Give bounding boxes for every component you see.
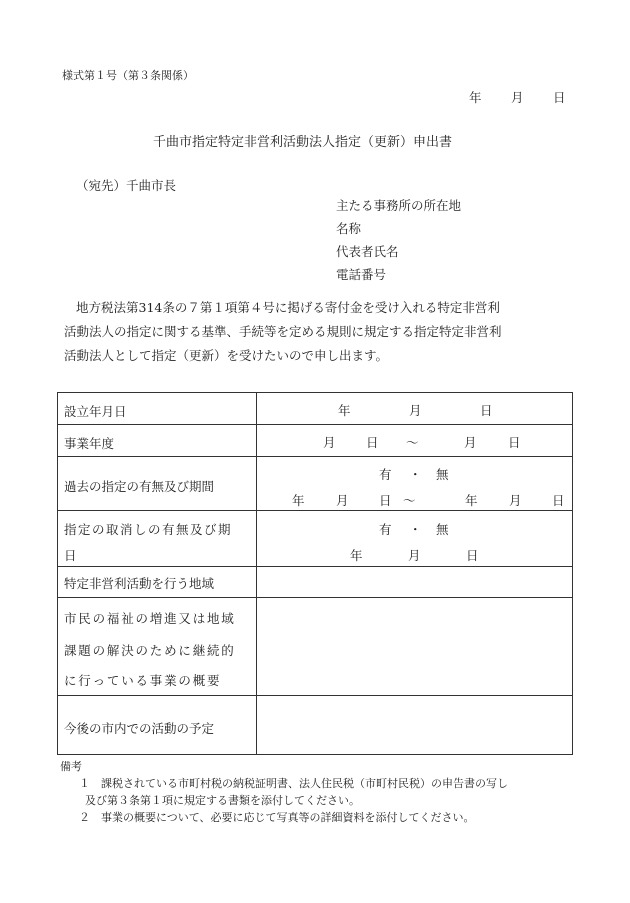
- field-office-address: 主たる事務所の所在地: [336, 198, 462, 213]
- note-text: 課税されている市町村税の納税証明書、法人住民税（市町村民税）の申告書の写し: [101, 777, 508, 790]
- label-activity-area: 特定非営利活動を行う地域: [64, 576, 215, 591]
- row-divider: [58, 597, 572, 598]
- row-divider: [58, 424, 572, 425]
- document-title: 千曲市指定特定非営利活動法人指定（更新）申出書: [153, 135, 453, 150]
- row3-tilde: ～: [403, 493, 416, 508]
- label-fiscal-year: 事業年度: [64, 436, 115, 451]
- note-text-continued: 及び第３条第１項に規定する書類を添付してください。: [85, 794, 360, 807]
- row3-day-start: 日: [379, 493, 392, 508]
- field-phone: 電話番号: [336, 267, 387, 282]
- row3-month-end: 月: [509, 493, 522, 508]
- body-line: 地方税法第314条の７第１項第４号に掲げる寄付金を受け入れる特定非営利: [76, 300, 500, 315]
- label-revocation-line2: 日: [64, 548, 77, 563]
- row-divider: [58, 456, 572, 457]
- row4-yes: 有: [379, 522, 392, 537]
- row3-yes: 有: [379, 467, 392, 482]
- label-past-designation: 過去の指定の有無及び期間: [64, 479, 215, 494]
- row3-month-start: 月: [336, 493, 349, 508]
- application-table: [57, 392, 573, 755]
- label-future-plans: 今後の市内での活動の予定: [64, 721, 215, 736]
- date-day: 日: [553, 90, 566, 105]
- row1-year: 年: [338, 403, 351, 418]
- notes-heading: 備考: [60, 760, 82, 773]
- label-business-overview-line2: 課題の解決のために継続的: [64, 643, 236, 658]
- date-year: 年: [469, 90, 482, 105]
- body-line: 活動法人として指定（更新）を受けたいので申し出ます。: [64, 348, 389, 363]
- note-number: １: [79, 777, 90, 790]
- row3-year-start: 年: [292, 493, 305, 508]
- row4-no: 無: [436, 522, 449, 537]
- form-number: 様式第１号（第３条関係）: [62, 69, 194, 82]
- field-name: 名称: [336, 221, 362, 236]
- row3-year-end: 年: [465, 493, 478, 508]
- row2-day-start: 日: [366, 435, 379, 450]
- row3-day-end: 日: [552, 493, 565, 508]
- label-established-date: 設立年月日: [64, 404, 127, 419]
- row2-month-start: 月: [323, 435, 336, 450]
- row1-day: 日: [480, 403, 493, 418]
- field-representative: 代表者氏名: [336, 244, 399, 259]
- row-divider: [58, 566, 572, 567]
- note-number: ２: [79, 811, 90, 824]
- row2-day-end: 日: [508, 435, 521, 450]
- body-line: 活動法人の指定に関する基準、手続等を定める規則に規定する指定特定非営利: [64, 324, 502, 339]
- addressee: （宛先）千曲市長: [76, 178, 177, 193]
- column-divider: [256, 393, 257, 754]
- row2-month-end: 月: [464, 435, 477, 450]
- row-divider: [58, 695, 572, 696]
- label-business-overview-line3: に行っている事業の概要: [64, 673, 222, 688]
- row3-no: 無: [436, 467, 449, 482]
- row4-year: 年: [350, 548, 363, 563]
- row3-dot: ・: [409, 467, 422, 482]
- row4-month: 月: [408, 548, 421, 563]
- label-business-overview-line1: 市民の福祉の増進又は地域: [64, 611, 236, 626]
- date-month: 月: [511, 90, 524, 105]
- label-revocation-line1: 指定の取消しの有無及び期: [64, 522, 233, 537]
- row2-tilde: ～: [406, 435, 419, 450]
- row4-day: 日: [466, 548, 479, 563]
- body-paragraph: [64, 296, 574, 368]
- note-text: 事業の概要について、必要に応じて写真等の詳細資料を添付してください。: [101, 811, 475, 824]
- row-divider: [58, 510, 572, 511]
- row1-month: 月: [409, 403, 422, 418]
- row4-dot: ・: [409, 522, 422, 537]
